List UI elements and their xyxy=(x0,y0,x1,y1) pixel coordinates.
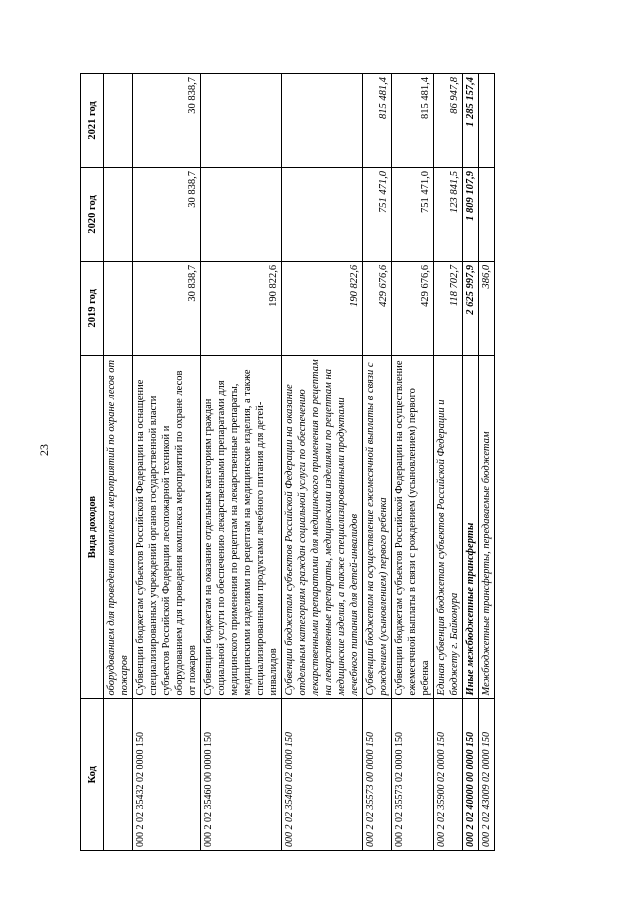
cell-code: 000 2 02 40000 00 0000 150 xyxy=(463,699,479,851)
header-2021: 2021 год xyxy=(81,74,104,168)
cell-2019: 429 676,6 xyxy=(363,261,392,355)
table-row xyxy=(434,74,463,851)
cell-2019 xyxy=(104,261,133,355)
cell-code: 000 2 02 35460 00 0000 150 xyxy=(201,699,282,851)
cell-name: Субвенции бюджетам субъектов Российской Федерации на осуществление ежемесячной выплаты в связи с рождением (усыновлением) первого ребенка xyxy=(392,355,434,699)
table-row xyxy=(463,74,479,851)
cell-2021: 30 838,7 xyxy=(133,74,201,168)
cell-2021: 815 481,4 xyxy=(363,74,392,168)
table-row xyxy=(479,74,495,851)
table-row xyxy=(392,74,434,851)
header-2019: 2019 год xyxy=(81,261,104,355)
revenue-table xyxy=(80,73,495,851)
header-2020: 2020 год xyxy=(81,167,104,261)
cell-name: Субвенции бюджетам субъектов Российской Федерации на оказание отдельным категориям граждан социальной услуги по обеспечению лекарственными препаратами для медицинского применения по рецептам на лекарственные препараты, медицинскими изделиями по рецептам на медицинские изделия, а также специализированными продуктами лечебного питания для детей-инвалидов xyxy=(282,355,363,699)
table-header-row xyxy=(81,74,104,851)
cell-2020 xyxy=(104,167,133,261)
cell-code: 000 2 02 35460 02 0000 150 xyxy=(282,699,363,851)
cell-code: 000 2 02 35900 02 0000 150 xyxy=(434,699,463,851)
cell-2021 xyxy=(282,74,363,168)
cell-2021 xyxy=(201,74,282,168)
cell-2020 xyxy=(201,167,282,261)
table-row xyxy=(282,74,363,851)
cell-2021: 1 285 157,4 xyxy=(463,74,479,168)
cell-code: 000 2 02 35573 00 0000 150 xyxy=(363,699,392,851)
table-row xyxy=(201,74,282,851)
cell-2019: 30 838,7 xyxy=(133,261,201,355)
cell-2020: 123 841,5 xyxy=(434,167,463,261)
cell-2019: 386,0 xyxy=(479,261,495,355)
cell-code: 000 2 02 35432 02 0000 150 xyxy=(133,699,201,851)
cell-name: Иные межбюджетные трансферты xyxy=(463,355,479,699)
table-row xyxy=(104,74,133,851)
table-row xyxy=(133,74,201,851)
cell-2020: 751 471,0 xyxy=(363,167,392,261)
cell-2019: 190 822,6 xyxy=(201,261,282,355)
cell-2019: 2 625 997,9 xyxy=(463,261,479,355)
cell-name: Субвенции бюджетам субъектов Российской Федерации на оснащение специализированных учреждений органов государственной власти субъектов Российской Федерации лесопожарной техникой и оборудованием для проведения комплекса мероприятий по охране лесов от пожаров xyxy=(133,355,201,699)
cell-code: 000 2 02 43009 02 0000 150 xyxy=(479,699,495,851)
cell-2021: 86 947,8 xyxy=(434,74,463,168)
cell-2019: 118 702,7 xyxy=(434,261,463,355)
cell-2021: 815 481,4 xyxy=(392,74,434,168)
cell-name: Субвенции бюджетам на оказание отдельным категориям граждан социальной услуги по обеспечению лекарственными препаратами для медицинского применения по рецептам на лекарственные препараты, медицинскими изделиями по рецептам на медицинские изделия, а также специализированными продуктами лечебного питания для детей-инвалидов xyxy=(201,355,282,699)
header-name: Вида доходов xyxy=(81,355,104,699)
rotated-table-container xyxy=(80,73,638,851)
cell-name: Субвенции бюджетам на осуществление ежемесячной выплаты в связи с рождением (усыновлением) первого ребенка xyxy=(363,355,392,699)
cell-name: Межбюджетные трансферты, передаваемые бюджетам xyxy=(479,355,495,699)
cell-code: 000 2 02 35573 02 0000 150 xyxy=(392,699,434,851)
cell-2019: 429 676,6 xyxy=(392,261,434,355)
cell-2020 xyxy=(282,167,363,261)
cell-name: оборудованием для проведения комплекса мероприятий по охране лесов от пожаров xyxy=(104,355,133,699)
cell-2019: 190 822,6 xyxy=(282,261,363,355)
table-row xyxy=(363,74,392,851)
page-number: 23 xyxy=(37,444,51,456)
cell-2020: 751 471,0 xyxy=(392,167,434,261)
cell-2020 xyxy=(479,167,495,261)
header-code: Код xyxy=(81,699,104,851)
cell-code xyxy=(104,699,133,851)
cell-2020: 30 838,7 xyxy=(133,167,201,261)
cell-2021 xyxy=(479,74,495,168)
cell-2021 xyxy=(104,74,133,168)
cell-2020: 1 809 107,9 xyxy=(463,167,479,261)
cell-name: Единая субвенция бюджетам субъектов Российской Федерации и бюджету г. Байконура xyxy=(434,355,463,699)
